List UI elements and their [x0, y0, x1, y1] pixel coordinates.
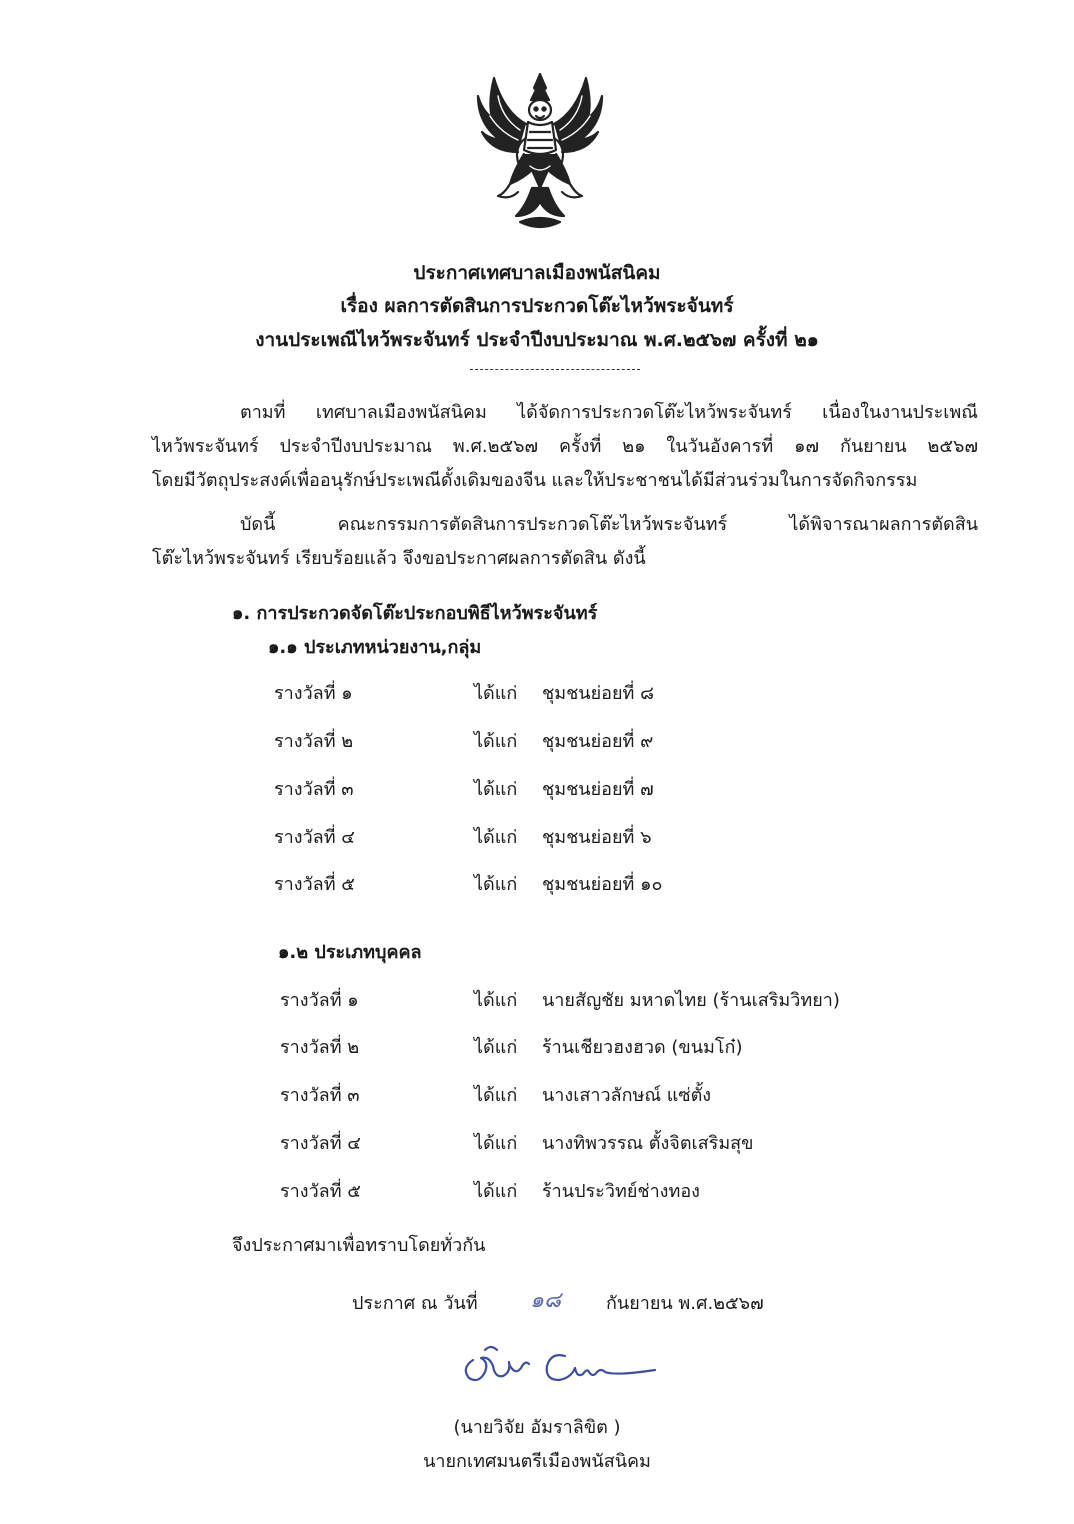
signature-icon — [455, 1338, 675, 1398]
group-2-title: ๑.๒ ประเภทบุคคล — [278, 942, 422, 963]
award-rank: รางวัลที่ ๔ — [280, 1133, 361, 1154]
award-given: ได้แก่ — [474, 683, 518, 704]
award-winner: นายสัญชัย มหาดไทย (ร้านเสริมวิทยา) — [542, 990, 840, 1011]
date-day-handwritten: ๑๘ — [530, 1288, 561, 1313]
committee-paragraph — [152, 508, 978, 576]
award-given: ได้แก่ — [474, 874, 518, 895]
intro-line-1: ตามที่ เทศบาลเมืองพนัสนิคม ได้จัดการประกวดโต๊ะไหว้พระจันทร์ เนื่องในงานประเพณี — [240, 402, 978, 423]
award-given: ได้แก่ — [474, 1133, 518, 1154]
award-rank: รางวัลที่ ๓ — [280, 1085, 360, 1106]
award-given: ได้แก่ — [474, 1037, 518, 1058]
signatory-title: นายกเทศมนตรีเมืองพนัสนิคม — [423, 1451, 651, 1472]
intro-paragraph — [152, 396, 978, 498]
award-winner: ชุมชนย่อยที่ ๖ — [542, 827, 652, 848]
group-1-title: ๑.๑ ประเภทหน่วยงาน,กลุ่ม — [268, 637, 482, 658]
award-winner: นางทิพวรรณ ตั้งจิตเสริมสุข — [542, 1133, 754, 1154]
award-rank: รางวัลที่ ๒ — [280, 1037, 360, 1058]
award-rank: รางวัลที่ ๓ — [274, 779, 354, 800]
intro-line-2: ไหว้พระจันทร์ ประจำปีงบประมาณ พ.ศ.๒๕๖๗ ครั้งที่ ๒๑ ในวันอังคารที่ ๑๗ กันยายน ๒๕๖๗ — [152, 436, 978, 457]
award-given: ได้แก่ — [474, 1181, 518, 1202]
announcement-title: ประกาศเทศบาลเมืองพนัสนิคม — [413, 262, 661, 284]
award-winner: ชุมชนย่อยที่ ๘ — [542, 683, 654, 704]
award-given: ได้แก่ — [474, 779, 518, 800]
announcement-subject: เรื่อง ผลการตัดสินการประกวดโต๊ะไหว้พระจันทร์ — [340, 295, 734, 317]
award-given: ได้แก่ — [474, 990, 518, 1011]
committee-line-2: โต๊ะไหว้พระจันทร์ เรียบร้อยแล้ว จึงขอประกาศผลการตัดสิน ดังนี้ — [152, 548, 646, 569]
award-given: ได้แก่ — [474, 1085, 518, 1106]
intro-line-3: โดยมีวัตถุประสงค์เพื่ออนุรักษ์ประเพณีดั้งเดิมของจีน และให้ประชาชนได้มีส่วนร่วมในการจัดกิจกรรม — [152, 470, 918, 491]
award-winner: ชุมชนย่อยที่ ๗ — [542, 779, 654, 800]
title-divider — [470, 369, 640, 370]
award-rank: รางวัลที่ ๕ — [274, 874, 355, 895]
award-given: ได้แก่ — [474, 731, 518, 752]
award-winner: นางเสาวลักษณ์ แซ่ตั้ง — [542, 1085, 712, 1106]
closing-statement: จึงประกาศมาเพื่อทราบโดยทั่วกัน — [232, 1235, 486, 1256]
date-prefix: ประกาศ ณ วันที่ — [352, 1293, 478, 1314]
section-1-title: ๑. การประกวดจัดโต๊ะประกอบพิธีไหว้พระจันทร์ — [232, 603, 598, 624]
award-winner: ชุมชนย่อยที่ ๙ — [542, 731, 654, 752]
garuda-emblem-icon — [470, 66, 610, 236]
award-rank: รางวัลที่ ๑ — [280, 990, 359, 1011]
award-winner: ร้านเชียวฮงฮวด (ขนมโก๋) — [542, 1037, 743, 1058]
award-winner: ร้านประวิทย์ช่างทอง — [542, 1181, 700, 1202]
award-given: ได้แก่ — [474, 827, 518, 848]
committee-line-1: บัดนี้ คณะกรรมการตัดสินการประกวดโต๊ะไหว้พระจันทร์ ได้พิจารณาผลการตัดสิน — [240, 514, 978, 535]
award-rank: รางวัลที่ ๕ — [280, 1181, 361, 1202]
date-month-year: กันยายน พ.ศ.๒๕๖๗ — [606, 1293, 764, 1314]
announcement-event: งานประเพณีไหว้พระจันทร์ ประจำปีงบประมาณ พ.ศ.๒๕๖๗ ครั้งที่ ๒๑ — [255, 329, 819, 351]
award-rank: รางวัลที่ ๔ — [274, 827, 355, 848]
signatory-name: (นายวิจัย อัมราลิขิต ) — [453, 1417, 621, 1438]
award-winner: ชุมชนย่อยที่ ๑๐ — [542, 874, 663, 895]
award-rank: รางวัลที่ ๑ — [274, 683, 353, 704]
award-rank: รางวัลที่ ๒ — [274, 731, 354, 752]
